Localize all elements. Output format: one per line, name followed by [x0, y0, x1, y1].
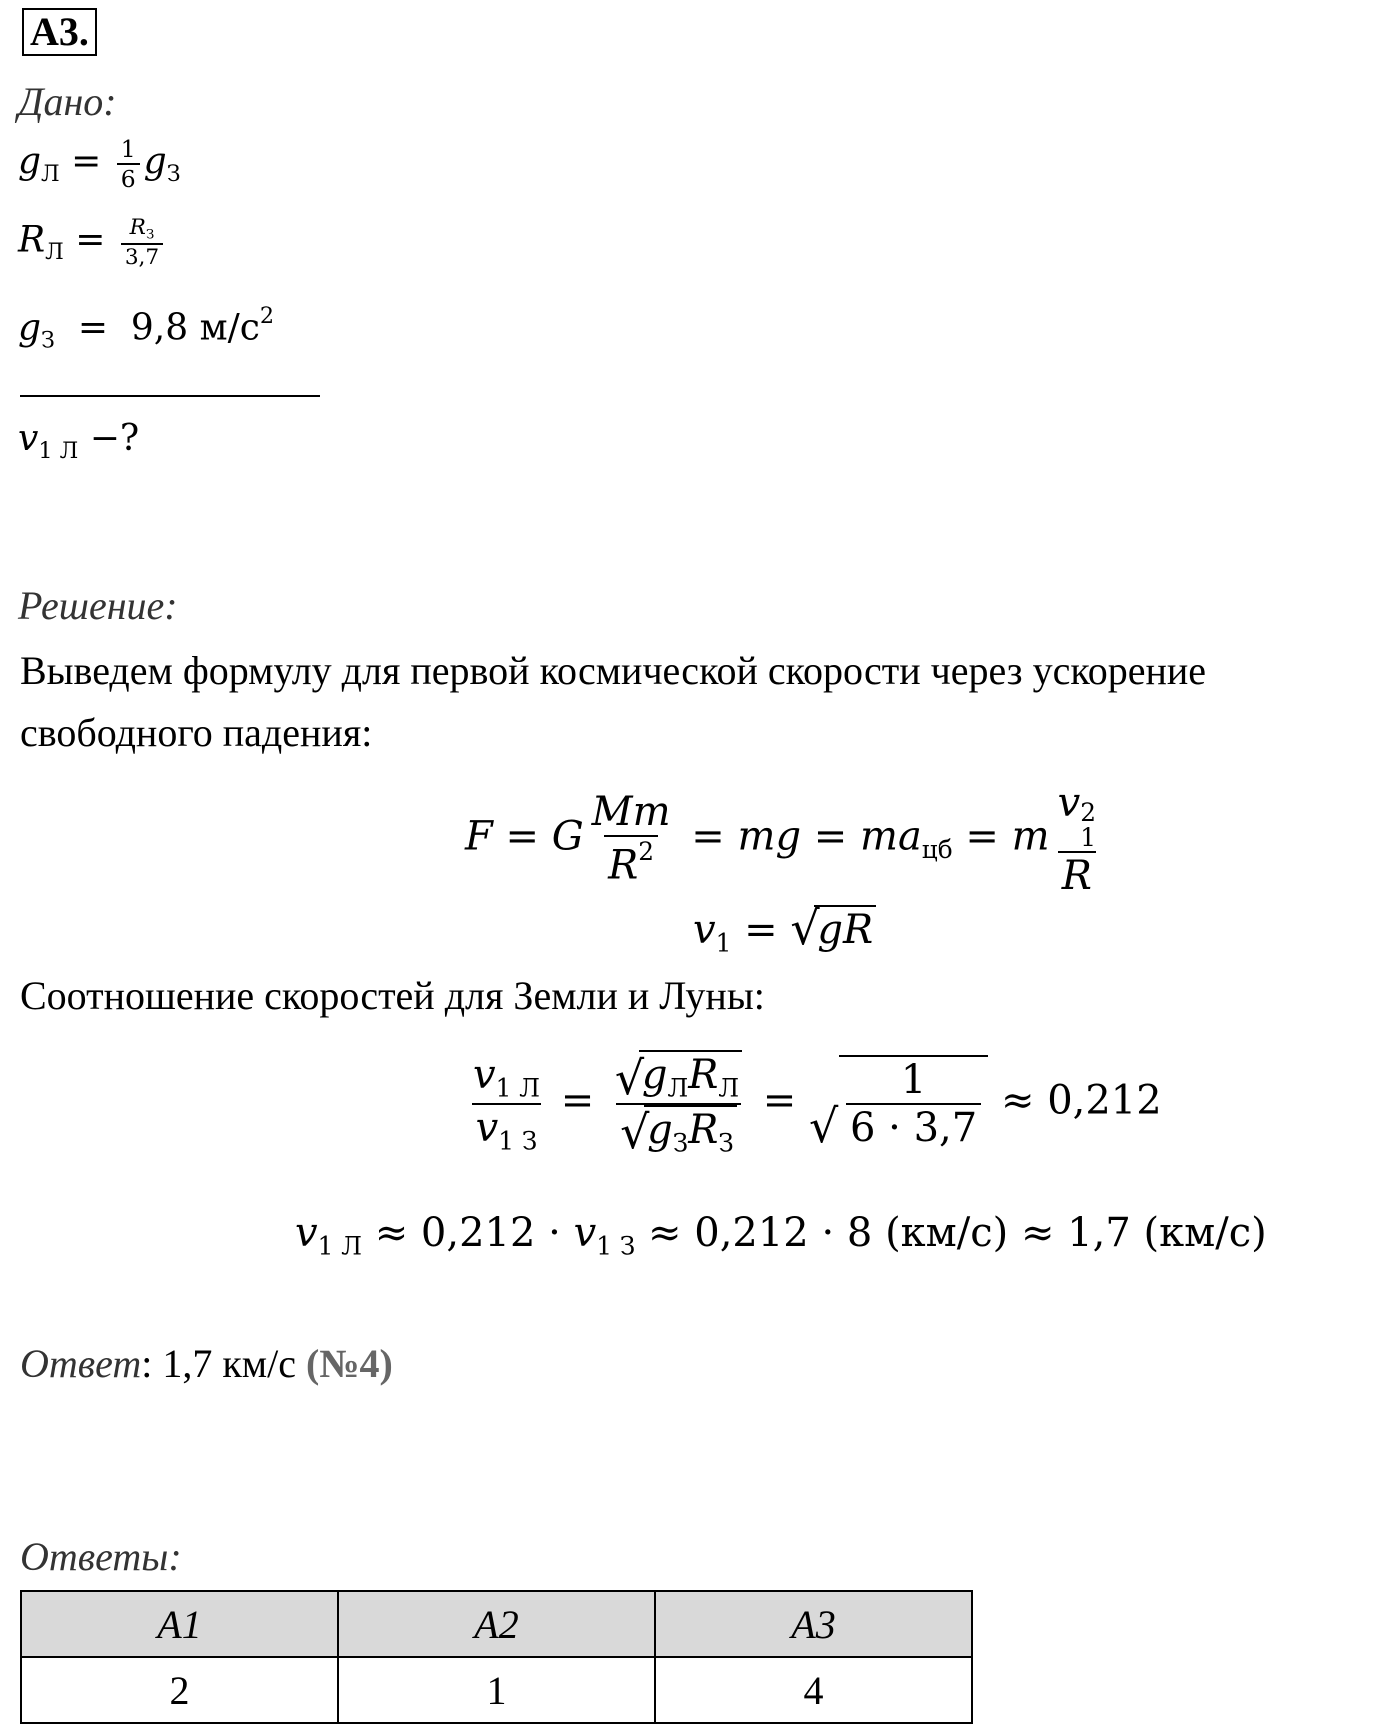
radicand: gR	[814, 905, 876, 953]
fraction-mm-r2	[588, 789, 675, 889]
table-cell: 4	[655, 1657, 972, 1723]
fraction-v2-r	[1054, 780, 1100, 899]
g-symbol: g	[18, 307, 42, 349]
equals-sign: =	[505, 813, 539, 860]
approx-sign: ≈	[1000, 1077, 1035, 1124]
answers-title: Ответы:	[20, 1534, 182, 1579]
denominator	[472, 1103, 542, 1156]
gravity-constant: G	[551, 813, 584, 860]
moon-subscript: 1 Л	[38, 437, 79, 464]
g-symbol: g	[647, 1106, 673, 1153]
force-equation	[465, 780, 1104, 899]
moon-subscript: Л	[667, 1073, 689, 1103]
given-moon-radius	[18, 215, 167, 270]
find-suffix: −?	[78, 418, 140, 459]
answer-line	[20, 1340, 393, 1387]
equals-sign: =	[691, 813, 725, 860]
v-symbol: v	[18, 418, 39, 459]
g-symbol: g	[18, 141, 42, 182]
given-moon-gravity	[18, 135, 181, 193]
denominator	[616, 1103, 741, 1158]
table-row	[21, 1657, 972, 1723]
radicand	[839, 1055, 988, 1151]
equals-sign: =	[965, 813, 999, 860]
denominator: 6	[117, 163, 140, 193]
v-symbol: v	[295, 1210, 318, 1256]
moon-subscript: 1 Л	[495, 1073, 540, 1103]
header-cell: A1	[21, 1591, 338, 1657]
subscript: 1	[1080, 822, 1096, 852]
v-symbol: v	[693, 907, 716, 953]
fraction-sqrt-ratio	[611, 1050, 746, 1157]
sqrt-icon	[615, 1050, 742, 1103]
answer-colon: :	[141, 1341, 153, 1386]
denominator	[604, 835, 658, 889]
ma-term: ma	[860, 813, 922, 860]
g-symbol: g	[143, 141, 167, 182]
solution-paragraph-1: Выведем формулу для первой космической скорости через ускорение свободного падения:	[20, 648, 1207, 755]
numerator	[1054, 780, 1100, 851]
exponent: 2	[259, 303, 275, 329]
answer-value: 1,7 км/с	[152, 1341, 306, 1386]
mg-term: mg	[737, 813, 802, 860]
equals-sign: =	[813, 813, 848, 860]
header-cell: A3	[655, 1591, 972, 1657]
m-symbol: m	[1011, 813, 1050, 860]
table-cell: 2	[21, 1657, 338, 1723]
exponent: 2	[638, 837, 655, 867]
header-cell: A2	[338, 1591, 655, 1657]
answer-label: Ответ	[20, 1341, 142, 1386]
moon-velocity-calculation	[295, 1210, 1267, 1261]
earth-subscript: З	[145, 227, 155, 243]
radicand	[644, 1105, 737, 1158]
fraction-radius	[121, 215, 163, 270]
equals-sign: =	[71, 141, 102, 182]
sqrt-icon	[620, 1105, 737, 1158]
gravity-value: 9,8 м/с	[130, 307, 260, 349]
moon-subscript: Л	[45, 239, 64, 266]
centripetal-subscript: цб	[921, 834, 953, 864]
equals-sign: =	[75, 219, 106, 261]
fraction-one-sixth	[117, 135, 140, 193]
v-symbol: v	[1057, 780, 1081, 826]
moon-subscript: Л	[718, 1073, 740, 1103]
r-symbol: R	[688, 1106, 719, 1153]
equals-sign: =	[744, 907, 778, 953]
solution-paragraph-2: Соотношение скоростей для Земли и Луны:	[20, 973, 765, 1018]
velocity-ratio-equation	[465, 1050, 1162, 1157]
table-cell: 1	[338, 1657, 655, 1723]
g-symbol: g	[641, 1052, 668, 1098]
fraction-one-over	[846, 1057, 981, 1151]
force-symbol: F	[465, 813, 493, 860]
problem-id: A3.	[22, 8, 97, 56]
subscript: 1	[715, 928, 732, 958]
answers-table	[20, 1590, 973, 1724]
calc-part-2: ≈ 0,212 · 8 (км/с) ≈ 1,7 (км/с)	[648, 1210, 1267, 1256]
earth-subscript: 1 З	[596, 1231, 636, 1261]
sqrt-icon	[809, 1055, 988, 1151]
numerator	[126, 215, 159, 243]
r-symbol: R	[688, 1052, 719, 1098]
ratio-result: 0,212	[1047, 1077, 1162, 1124]
table-header-row	[21, 1591, 972, 1657]
numerator	[611, 1050, 746, 1103]
earth-subscript: З	[166, 160, 181, 187]
sqrt-icon	[790, 905, 876, 953]
velocity-formula	[693, 905, 876, 958]
fraction-velocity-ratio	[469, 1052, 544, 1155]
moon-subscript: Л	[41, 160, 60, 187]
equals-sign: =	[77, 307, 109, 349]
given-label: Дано:	[18, 79, 117, 124]
r-symbol: R	[18, 219, 46, 261]
denominator: 6 · 3,7	[846, 1103, 981, 1151]
earth-subscript: З	[672, 1128, 689, 1158]
given-earth-gravity	[18, 303, 274, 354]
v-symbol: v	[475, 1104, 499, 1151]
r-symbol: R	[129, 215, 146, 240]
exponent: 2	[1080, 797, 1096, 827]
numerator: Mm	[591, 789, 671, 836]
find-line	[18, 418, 139, 464]
solution-label: Решение:	[18, 583, 178, 628]
denominator: R	[1058, 851, 1096, 899]
v-symbol: v	[473, 1052, 496, 1098]
answer-reference: (№4)	[306, 1341, 393, 1386]
equals-sign: =	[762, 1077, 797, 1124]
numerator	[469, 1052, 544, 1103]
earth-subscript: З	[41, 327, 55, 354]
denominator: 3,7	[121, 243, 163, 270]
moon-subscript: 1 Л	[317, 1231, 362, 1261]
v-symbol: v	[573, 1210, 597, 1256]
r-symbol: R	[608, 843, 639, 890]
equals-sign: =	[560, 1077, 595, 1124]
radicand	[639, 1050, 742, 1103]
calc-part-1: ≈ 0,212 ·	[374, 1210, 574, 1256]
earth-subscript: З	[718, 1128, 734, 1158]
numerator: √ 1	[900, 1056, 927, 1103]
earth-subscript: 1 З	[498, 1126, 538, 1156]
given-divider	[20, 395, 320, 397]
numerator: 1	[120, 135, 136, 163]
